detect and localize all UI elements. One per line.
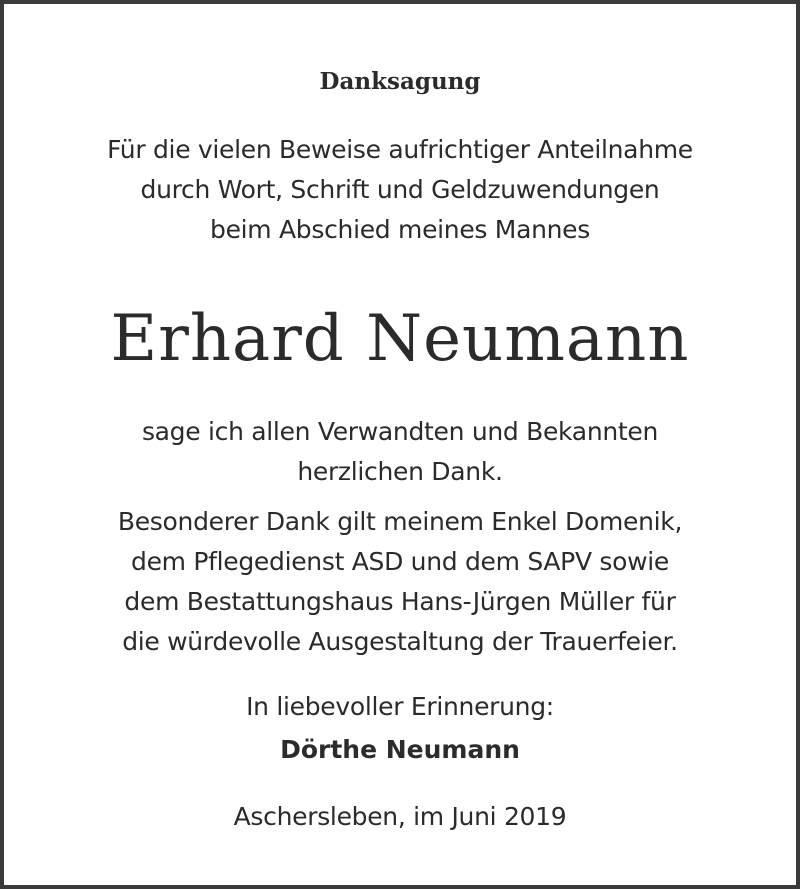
- intro-line-3: beim Abschied meines Mannes: [210, 215, 590, 244]
- place-date: Aschersleben, im Juni 2019: [233, 802, 567, 831]
- special-thanks-line-4: die würdevolle Ausgestaltung der Trauerfeier.: [122, 627, 678, 656]
- intro-line-1: Für die vielen Beweise aufrichtiger Anteilnahme: [107, 135, 693, 164]
- special-thanks-line-1: Besonderer Dank gilt meinem Enkel Domenik,: [117, 507, 683, 536]
- notice-title: Danksagung: [319, 68, 481, 95]
- signer-name: Dörthe Neumann: [280, 735, 520, 764]
- special-thanks-line-3: dem Bestattungshaus Hans-Jürgen Müller für: [124, 587, 676, 616]
- thanks-line-2: herzlichen Dank.: [297, 457, 503, 486]
- special-thanks-line-2: dem Pflegedienst ASD und dem SAPV sowie: [131, 547, 669, 576]
- thanks-line-1: sage ich allen Verwandten und Bekannten: [141, 417, 659, 446]
- intro-line-2: durch Wort, Schrift und Geldzuwendungen: [140, 175, 660, 204]
- remembrance-line: In liebevoller Erinnerung:: [246, 692, 554, 721]
- deceased-name: Erhard Neumann: [110, 302, 690, 376]
